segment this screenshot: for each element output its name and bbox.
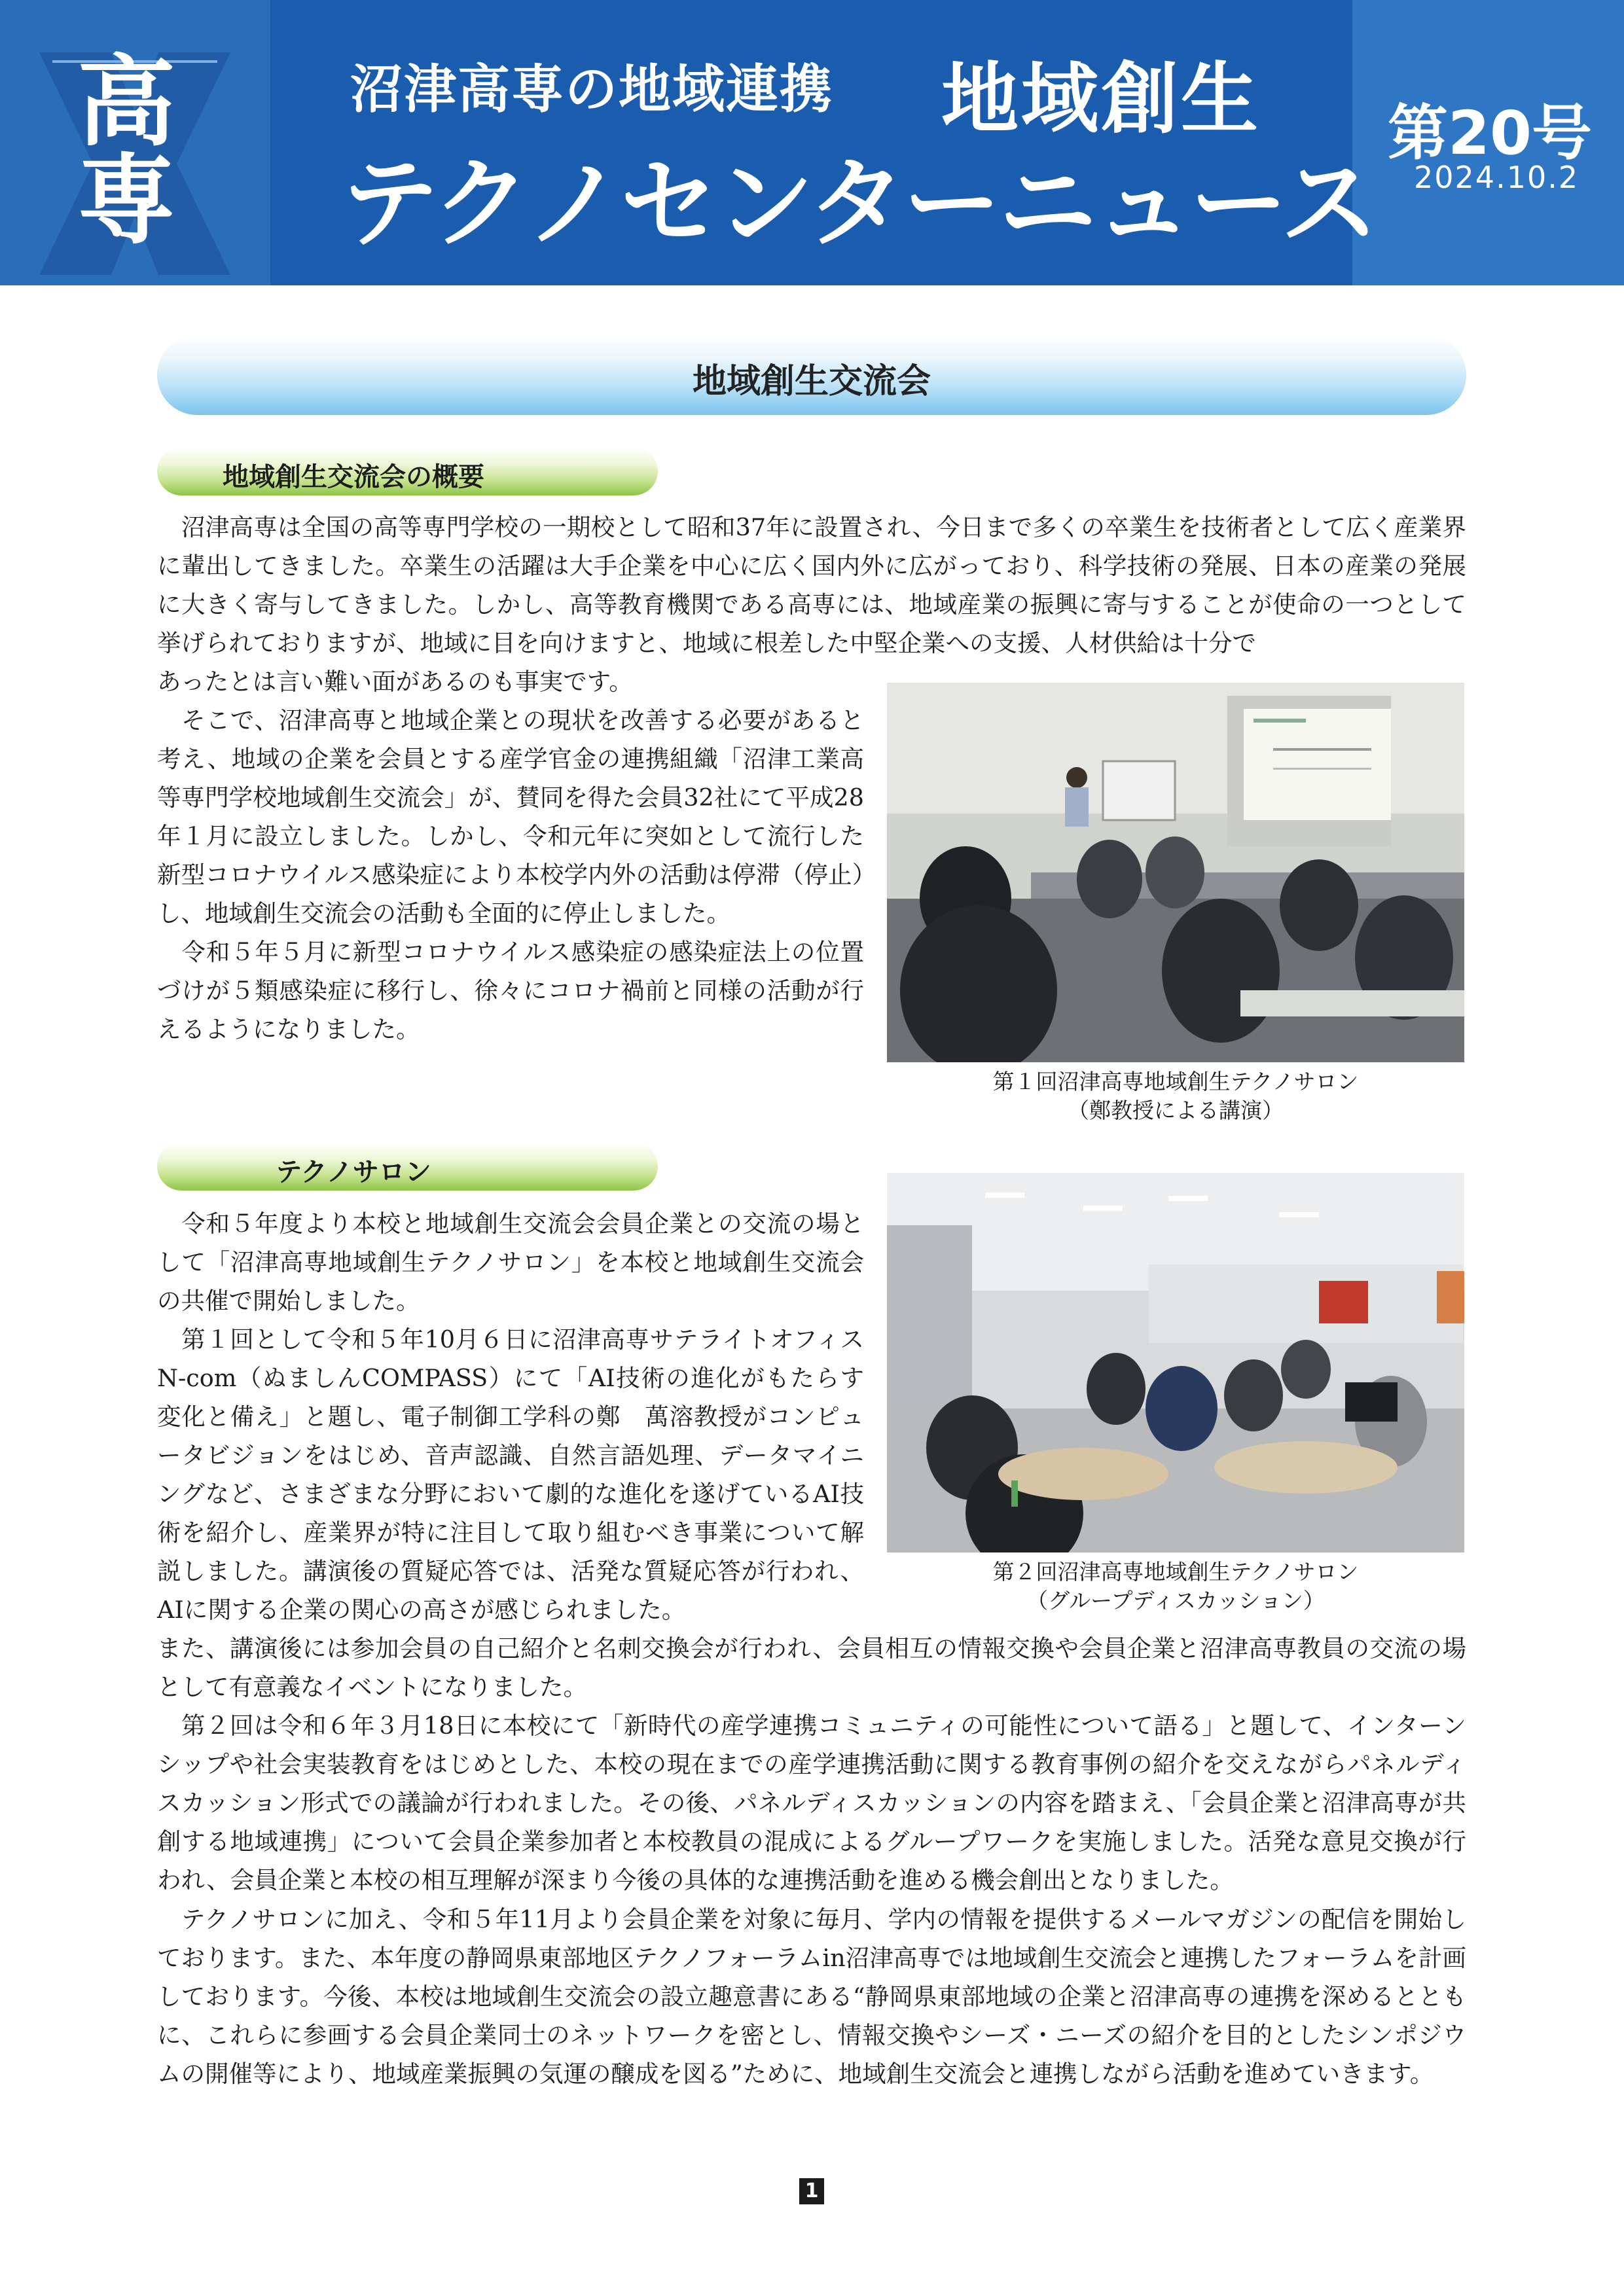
section-banner <box>157 335 1466 415</box>
photo-lecture-caption <box>887 1067 1464 1125</box>
header-subtitle-bold: 地域創生 <box>941 54 1261 144</box>
salon-paragraph-2-cont: また、講演後には参加会員の自己紹介と名刺交換会が行われ、会員相互の情報交換や会員企業と沼津高専教員の交流の場として有意義なイベントになりました。 <box>157 1634 1466 1701</box>
photo-discussion-caption-line2: （グループディスカッション） <box>1026 1588 1325 1613</box>
section-title: 地域創生交流会 <box>692 362 931 401</box>
overview-paragraph-1-tail: あったとは言い難い面があるのも事実です。 <box>157 668 633 696</box>
issue-date: 2024.10.2 <box>1414 160 1579 195</box>
logo-char-1: 高 <box>77 46 176 160</box>
overview-heading-text: 地域創生交流会の概要 <box>223 462 484 492</box>
overview-paragraph-2: そこで、沼津高専と地域企業との現状を改善する必要があると考え、地域の企業を会員とする産学官金の連携組織「沼津工業高等専門学校地域創生交流会」が、賛同を得た会員32社にて平成28年１月に設立しました。しかし、令和元年に突如として流行した新型コロナウイルス感染症により本校学内外の活動は停滞（停止）し、地域創生交流会の活動も全面的に停止しました。 <box>157 706 864 927</box>
kosen-logo <box>0 0 270 285</box>
salon-paragraph-2: 第１回として令和５年10月６日に沼津高専サテライトオフィスN-com（ぬましんCOMPASS）にて「AI技術の進化がもたらす変化と備え」と題し、電子制御工学科の鄭 萬溶教授がコンピュータビジョンをはじめ、音声認識、自然言語処理、データマイニングなど、さまざまな分野において劇的な進化を遂げているAI技術を紹介し、産業界が特に注目して取り組むべき事業について解説しました。講演後の質疑応答では、活発な質疑応答が行われ、AIに関する企業の関心の高さが感じられました。 <box>157 1325 864 1624</box>
overview-paragraph-3: 令和５年５月に新型コロナウイルス感染症の感染症法上の位置づけが５類感染症に移行し、徐々にコロナ禍前と同様の活動が行えるようになりました。 <box>157 938 864 1043</box>
header-subtitle: 沼津高専の地域連携 <box>350 59 833 120</box>
salon-heading <box>157 1142 658 1191</box>
photo-lecture-caption-line1: 第１回沼津高専地域創生テクノサロン <box>992 1069 1359 1094</box>
overview-heading <box>157 447 658 495</box>
salon-paragraph-3: 第２回は令和６年３月18日に本校にて「新時代の産学連携コミュニティの可能性について語る」と題して、インターンシップや社会実装教育をはじめとした、本校の現在までの産学連携活動に関する教育事例の紹介を交えながらパネルディスカッション形式での議論が行われました。その後、パネルディスカッションの内容を踏まえ、「会員企業と沼津高専が共創する地域連携」について会員企業参加者と本校教員の混成によるグループワークを実施しました。活発な意見交換が行われ、会員企業と本校の相互理解が深まり今後の具体的な連携活動を進める機会創出となりました。 <box>157 1712 1466 1894</box>
logo-char-2: 専 <box>77 144 176 258</box>
salon-heading-text: テクノサロン <box>276 1157 431 1187</box>
photo-discussion-caption <box>887 1558 1464 1615</box>
salon-paragraph-1: 令和５年度より本校と地域創生交流会会員企業との交流の場として「沼津高専地域創生テクノサロン」を本校と地域創生交流会の共催で開始しました。 <box>157 1210 864 1315</box>
salon-paragraph-4: テクノサロンに加え、令和５年11月より会員企業を対象に毎月、学内の情報を提供するメールマガジンの配信を開始しております。また、本年度の静岡県東部地区テクノフォーラムin沼津高専では地域創生交流会と連携したフォーラムを計画しております。今後、本校は地域創生交流会の設立趣意書にある“静岡県東部地域の企業と沼津高専の連携を深めるとともに、これらに参画する会員企業同士のネットワークを密とし、情報交換やシーズ・ニーズの紹介を目的としたシンポジウムの開催等により、地域産業振興の気運の醸成を図る”ために、地域創生交流会と連携しながら活動を進めていきます。 <box>157 1905 1466 2088</box>
photo-discussion <box>887 1173 1464 1552</box>
header-bar <box>0 0 1624 285</box>
photo-lecture <box>887 683 1464 1062</box>
photo-lecture-caption-line2: （鄭教授による講演） <box>1068 1098 1284 1123</box>
photo-discussion-caption-line1: 第２回沼津高専地域創生テクノサロン <box>992 1559 1359 1585</box>
page-number: 1 <box>799 2178 824 2204</box>
header-title: テクノセンターニュース <box>340 147 1377 261</box>
overview-paragraph-1: 沼津高専は全国の高等専門学校の一期校として昭和37年に設置され、今日まで多くの卒業生を技術者として広く産業界に輩出してきました。卒業生の活躍は大手企業を中心に広く国内外に広がっており、科学技術の発展、日本の産業の発展に大きく寄与してきました。しかし、高等教育機関である高専には、地域産業の振興に寄与することが使命の一つとして挙げられておりますが、地域に目を向けますと、地域に根差した中堅企業への支援、人材供給は十分で <box>157 513 1466 657</box>
issue-number: 第20号 <box>1388 98 1593 168</box>
